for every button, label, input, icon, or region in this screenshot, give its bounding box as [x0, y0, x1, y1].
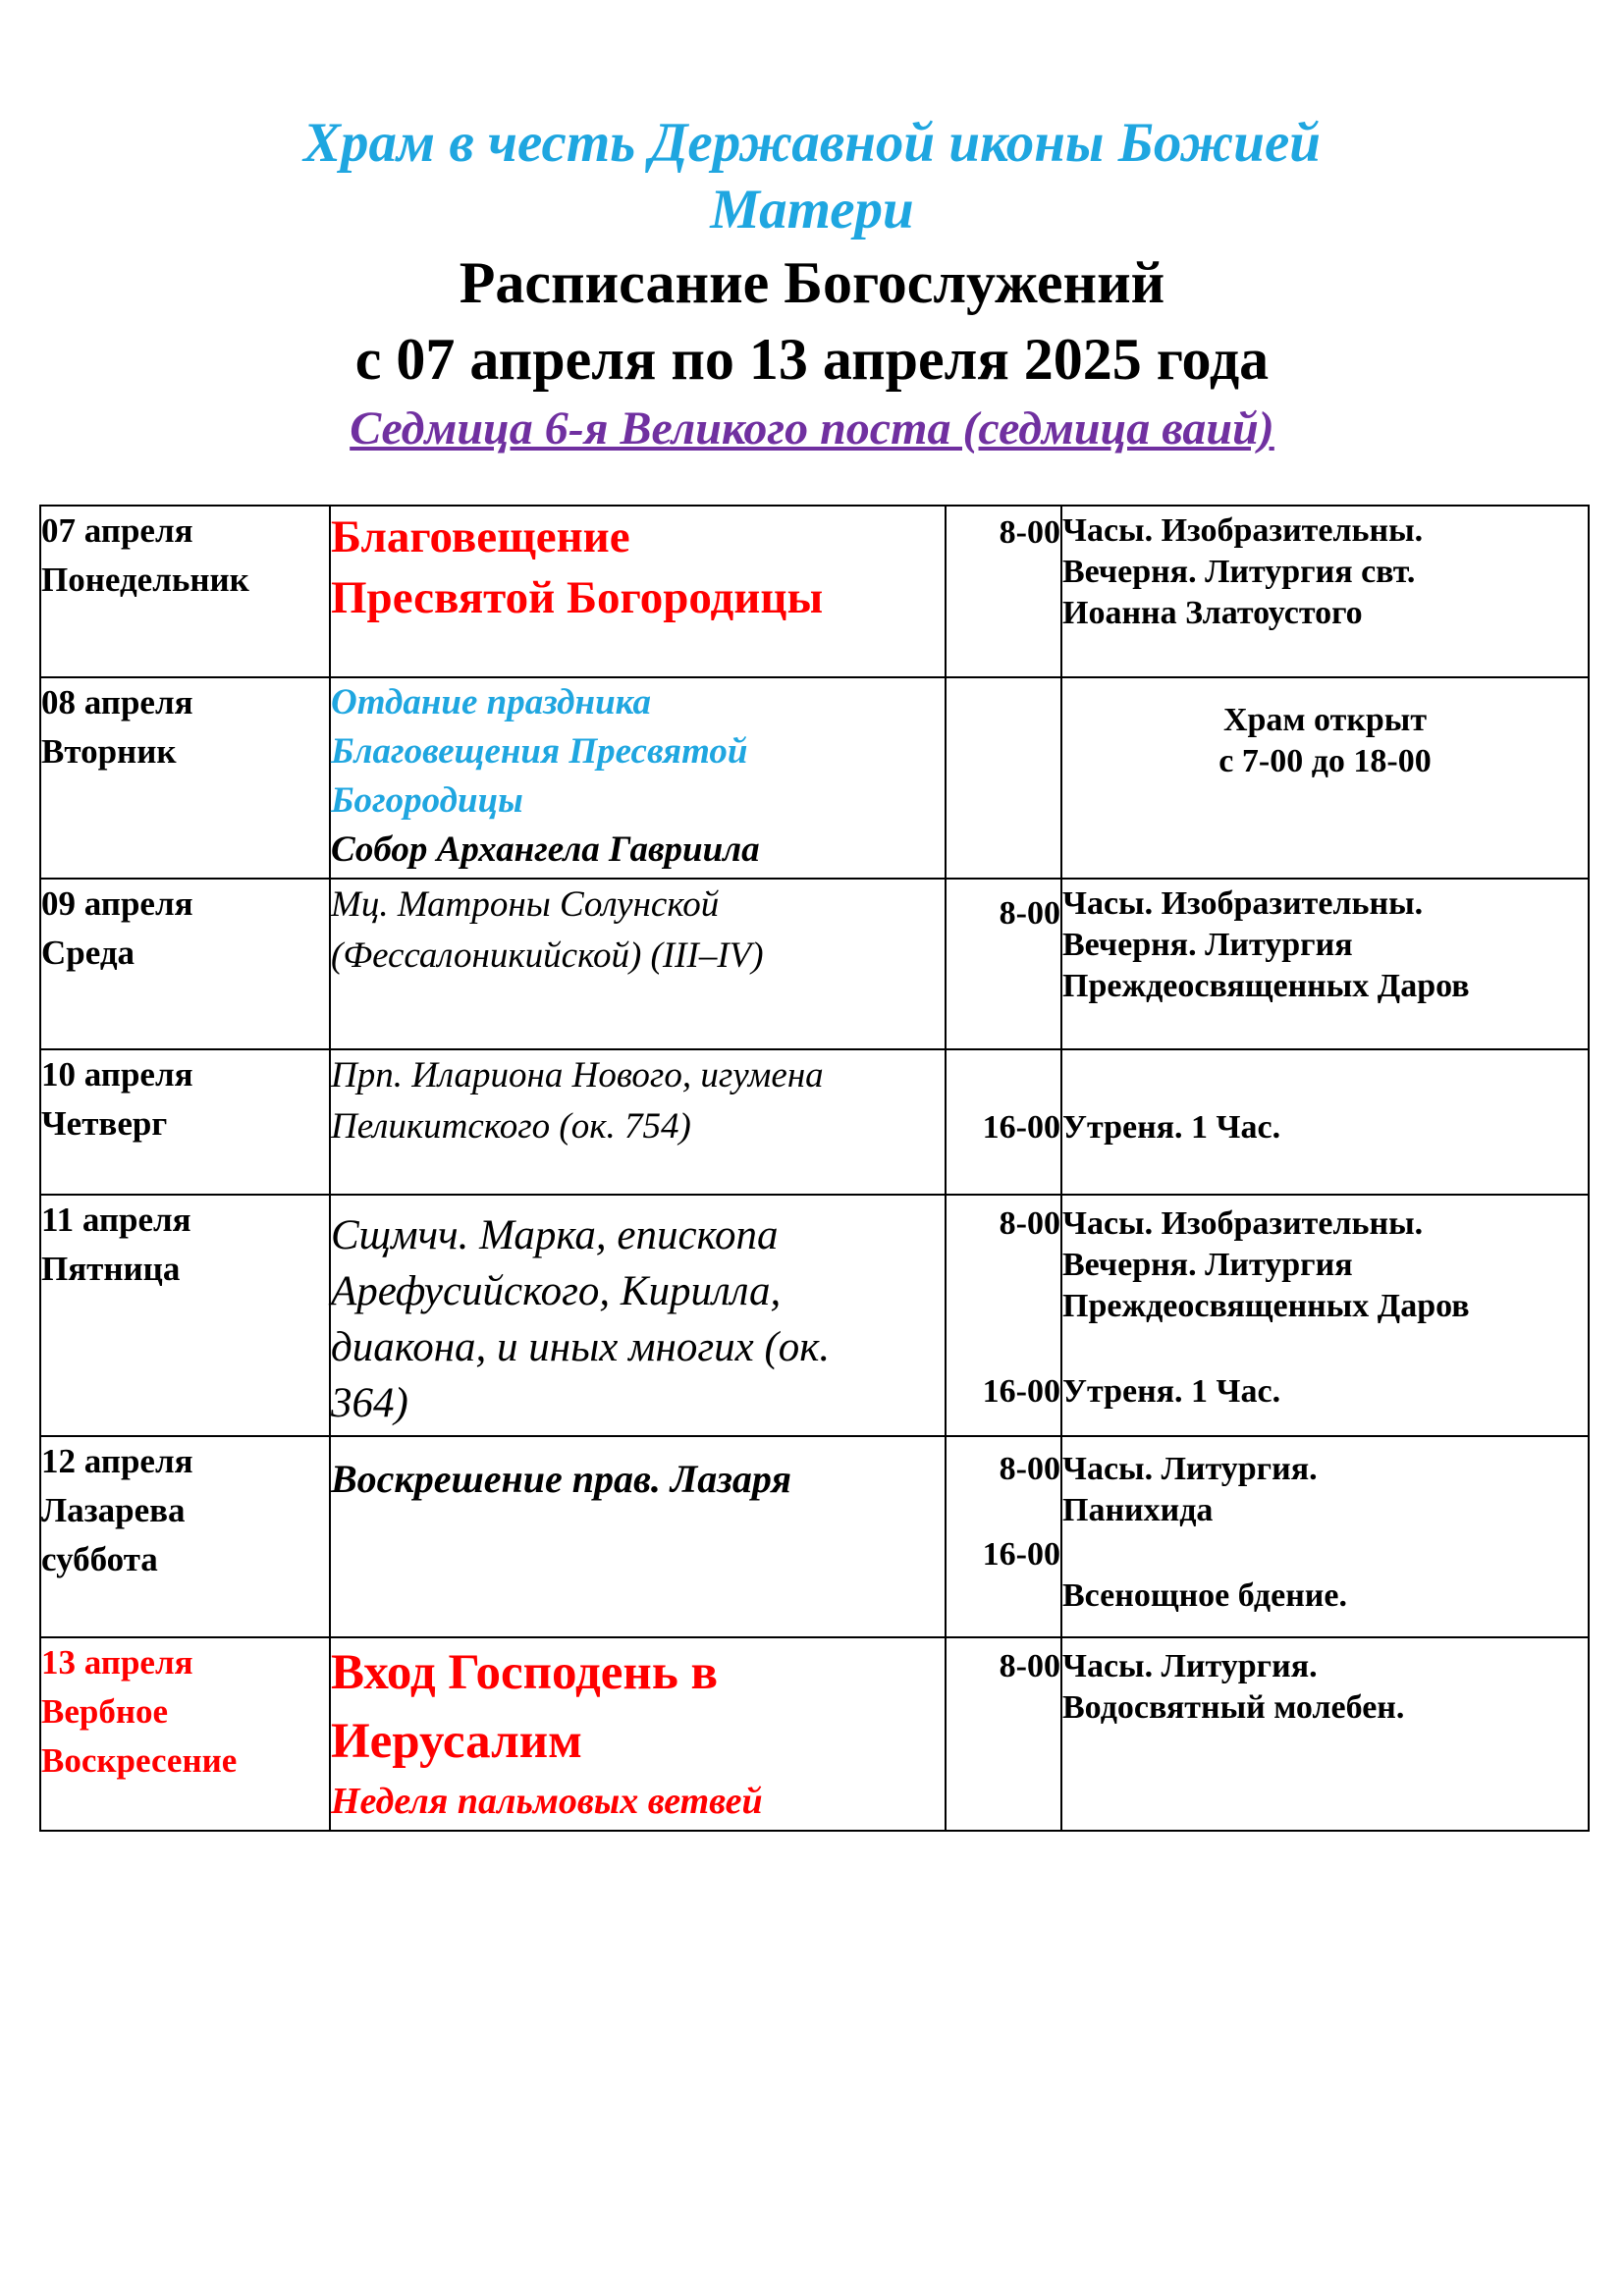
- table-row: [40, 677, 1589, 879]
- service-line: Преждеосвященных Даров: [1062, 1288, 1470, 1324]
- table-row: [40, 1637, 1589, 1831]
- service-cell: [1061, 677, 1589, 879]
- feast-title: Вход Господень в: [331, 1645, 719, 1700]
- service-cell: [1061, 506, 1589, 677]
- saint-cell: [330, 677, 946, 879]
- feast-subtitle: Неделя пальмовых ветвей: [331, 1781, 763, 1822]
- service-cell: [1061, 1436, 1589, 1637]
- weekday: Пятница: [41, 1250, 181, 1288]
- service-cell: [1061, 1637, 1589, 1831]
- date-cell: [40, 677, 330, 879]
- table-row: [40, 506, 1589, 677]
- week-subtitle: Седмица 6-я Великого поста (седмица ваий): [350, 402, 1274, 454]
- date-cell: [40, 1195, 330, 1436]
- time-cell: [946, 1049, 1061, 1195]
- time-cell: [946, 879, 1061, 1049]
- saint-commemoration: Прп. Илариона Нового, игумена: [331, 1055, 824, 1095]
- date-cell: [40, 1049, 330, 1195]
- date: 07 апреля: [41, 511, 193, 550]
- date-cell: [40, 879, 330, 1049]
- date-cell: [40, 1637, 330, 1831]
- service-line: Вечерня. Литургия: [1062, 1247, 1353, 1283]
- service-line: Панихида: [1062, 1492, 1214, 1528]
- service-time: 16-00: [982, 1536, 1060, 1573]
- time-cell: [946, 677, 1061, 879]
- feast-title: Пресвятой Богородицы: [331, 572, 824, 623]
- church-open-hours: с 7-00 до 18-00: [1218, 743, 1432, 779]
- schedule-table: [39, 505, 1590, 1832]
- time-cell: [946, 1637, 1061, 1831]
- date: 12 апреля: [41, 1442, 193, 1480]
- time-cell: [946, 1436, 1061, 1637]
- service-time: 8-00: [999, 1205, 1060, 1242]
- service-time: 8-00: [999, 514, 1060, 551]
- feast-title: Иерусалим: [331, 1714, 582, 1769]
- service-line: Часы. Изобразительны.: [1062, 1205, 1424, 1242]
- feast-title: Благовещения Пресвятой: [331, 731, 748, 772]
- service-line: Всенощное бдение.: [1062, 1577, 1347, 1614]
- time-cell: [946, 1195, 1061, 1436]
- weekday: Среда: [41, 934, 135, 972]
- feast-title: Благовещение: [331, 511, 630, 562]
- date: 10 апреля: [41, 1055, 193, 1094]
- service-line: Утреня. 1 Час.: [1062, 1109, 1281, 1146]
- service-cell: [1061, 1195, 1589, 1436]
- service-line: Вечерня. Литургия свт.: [1062, 554, 1416, 590]
- service-line: Водосвятный молебен.: [1062, 1689, 1405, 1726]
- saint-commemoration: Сщмчч. Марка, епископа: [331, 1212, 779, 1258]
- saint-commemoration: Собор Архангела Гавриила: [331, 829, 760, 870]
- church-open-notice: Храм открыт: [1222, 702, 1428, 738]
- date-cell: [40, 1436, 330, 1637]
- saint-commemoration: 364): [331, 1380, 408, 1426]
- weekday: Понедельник: [41, 561, 249, 599]
- saint-commemoration: Мц. Матроны Солунской: [331, 884, 720, 925]
- service-line: Утреня. 1 Час.: [1062, 1373, 1281, 1410]
- table-row: [40, 1436, 1589, 1637]
- schedule-title: Расписание Богослужений: [459, 250, 1165, 315]
- date: 13 апреля: [41, 1643, 193, 1682]
- service-line: Преждеосвященных Даров: [1062, 968, 1470, 1004]
- table-row: [40, 1049, 1589, 1195]
- feast-title: Отдание праздника: [331, 682, 651, 722]
- date: 09 апреля: [41, 884, 193, 923]
- saint-cell: [330, 1195, 946, 1436]
- date-cell: [40, 506, 330, 677]
- saint-cell: [330, 1637, 946, 1831]
- service-cell: [1061, 879, 1589, 1049]
- weekday: Четверг: [41, 1104, 168, 1143]
- service-time: 8-00: [999, 895, 1060, 932]
- church-name-line-1: Храм в честь Державной иконы Божией: [303, 112, 1321, 174]
- service-time: 16-00: [982, 1373, 1060, 1410]
- feast-title: Воскрешение прав. Лазаря: [331, 1457, 791, 1501]
- weekday: Лазарева: [41, 1491, 186, 1529]
- saint-cell: [330, 1049, 946, 1195]
- schedule-period: с 07 апреля по 13 апреля 2025 года: [354, 327, 1270, 392]
- church-name-line-2: Матери: [710, 179, 914, 240]
- service-line: Иоанна Златоустого: [1062, 595, 1363, 631]
- saint-cell: [330, 879, 946, 1049]
- service-time: 8-00: [999, 1648, 1060, 1684]
- document-header: [0, 110, 1624, 459]
- service-line: Часы. Литургия.: [1062, 1648, 1318, 1684]
- service-time: 16-00: [982, 1109, 1060, 1146]
- saint-commemoration: диакона, и иных многих (ок.: [331, 1324, 831, 1370]
- saint-commemoration: Арефусийского, Кирилла,: [331, 1268, 782, 1314]
- service-line: Часы. Изобразительны.: [1062, 512, 1424, 549]
- service-line: Часы. Изобразительны.: [1062, 885, 1424, 922]
- saint-commemoration: Пеликитского (ок. 754): [331, 1106, 691, 1147]
- service-line: Вечерня. Литургия: [1062, 927, 1353, 963]
- weekday-line-2: суббота: [41, 1540, 158, 1578]
- saint-cell: [330, 506, 946, 677]
- service-time: 8-00: [999, 1451, 1060, 1487]
- date: 11 апреля: [41, 1201, 191, 1239]
- saint-commemoration: (Фессалоникийской) (III–IV): [331, 935, 764, 976]
- service-cell: [1061, 1049, 1589, 1195]
- table-row: [40, 1195, 1589, 1436]
- time-cell: [946, 506, 1061, 677]
- weekday: Вторник: [41, 732, 177, 771]
- feast-title: Богородицы: [331, 780, 523, 821]
- weekday: Вербное: [41, 1692, 169, 1731]
- table-row: [40, 879, 1589, 1049]
- service-line: Часы. Литургия.: [1062, 1451, 1318, 1487]
- weekday-line-2: Воскресение: [41, 1741, 238, 1780]
- saint-cell: [330, 1436, 946, 1637]
- date: 08 апреля: [41, 683, 193, 721]
